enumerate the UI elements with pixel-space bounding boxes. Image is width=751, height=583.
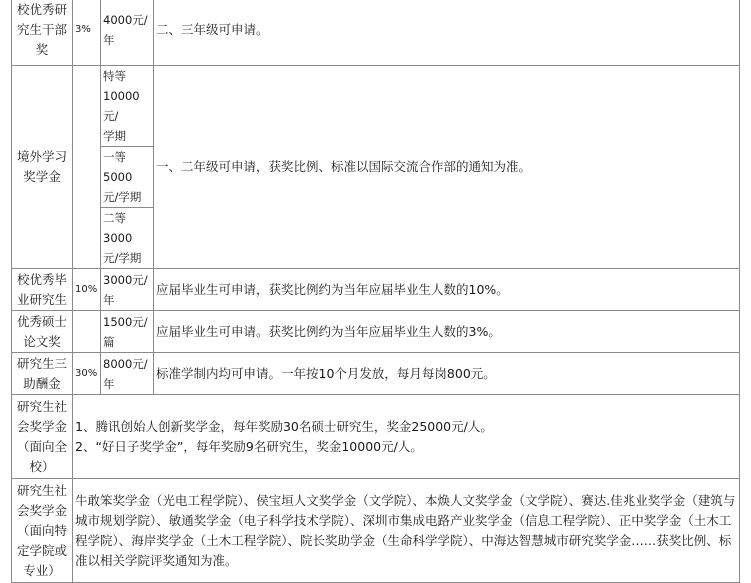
tier-amount-cell: 二等3000 元/学期 — [101, 208, 154, 269]
award-name-cell: 研究生三 助酬金 — [12, 353, 73, 395]
table-row — [12, 269, 740, 311]
award-name-cell: 境外学习 奖学金 — [12, 66, 73, 269]
table-row — [12, 353, 740, 395]
description-cell: 标准学制内均可申请。一年按10个月发放，每月每岗800元。 — [154, 353, 740, 395]
description-cell: 一、二年级可申请，获奖比例、标准以国际交流合作部的通知为准。 — [154, 66, 740, 269]
table-row — [12, 311, 740, 353]
ratio-cell: 30% — [73, 353, 101, 395]
description-cell: 二、三年级可申请。 — [154, 0, 740, 66]
description-cell: 应届毕业生可申请。获奖比例约为当年应届毕业生人数的3%。 — [154, 311, 740, 353]
table-row — [12, 66, 740, 147]
table-row — [12, 395, 740, 479]
tier-amount-cell: 一等5000 元/学期 — [101, 147, 154, 208]
description-cell: 1、腾讯创始人创新奖学金，每年奖励30名硕士研究生，奖金25000元/人。 2、“好日子奖学金”，每年奖励9名研究生，奖金10000元/人。 — [73, 395, 740, 479]
table-row — [12, 0, 740, 66]
table-row — [12, 479, 740, 583]
amount-cell: 8000元/ 年 — [101, 353, 154, 395]
award-name-cell: 校优秀毕 业研究生 — [12, 269, 73, 311]
award-name-cell: 校优秀研 究生干部 奖 — [12, 0, 73, 66]
ratio-cell: 10% — [73, 269, 101, 311]
amount-cell: 3000元/ 年 — [101, 269, 154, 311]
amount-cell: 4000元/ 年 — [101, 0, 154, 66]
ratio-cell — [73, 311, 101, 353]
description-cell: 应届毕业生可申请，获奖比例约为当年应届毕业生人数的10%。 — [154, 269, 740, 311]
ratio-cell: 3% — [73, 0, 101, 66]
tier-amount-cell: 特等 10000元/ 学期 — [101, 66, 154, 147]
award-name-cell: 研究生社 会奖学金 （面向全 校） — [12, 395, 73, 479]
amount-cell: 1500元/ 篇 — [101, 311, 154, 353]
description-cell: 牛敢笨奖学金（光电工程学院）、侯宝垣人文奖学金（文学院）、本焕人文奖学金（文学院）、赛达.佳兆业奖学金（建筑与 城市规划学院）、敏通奖学金（电子科学技术学院）、深圳市集成电路产业奖学金（信息工程学院）、正中奖学金（土木工 程学院）、海岸奖学金（土木工程学院）、院长奖助学金（生命科学学院）、中海达智慧城市研究奖学金……获奖比例、标 准以相关学院评奖通知为准。 — [73, 479, 740, 583]
award-name-cell: 优秀硕士 论文奖 — [12, 311, 73, 353]
award-name-cell: 研究生社 会奖学金 （面向特 定学院或 专业） — [12, 479, 73, 583]
scholarship-table — [11, 0, 740, 583]
ratio-cell — [73, 66, 101, 269]
